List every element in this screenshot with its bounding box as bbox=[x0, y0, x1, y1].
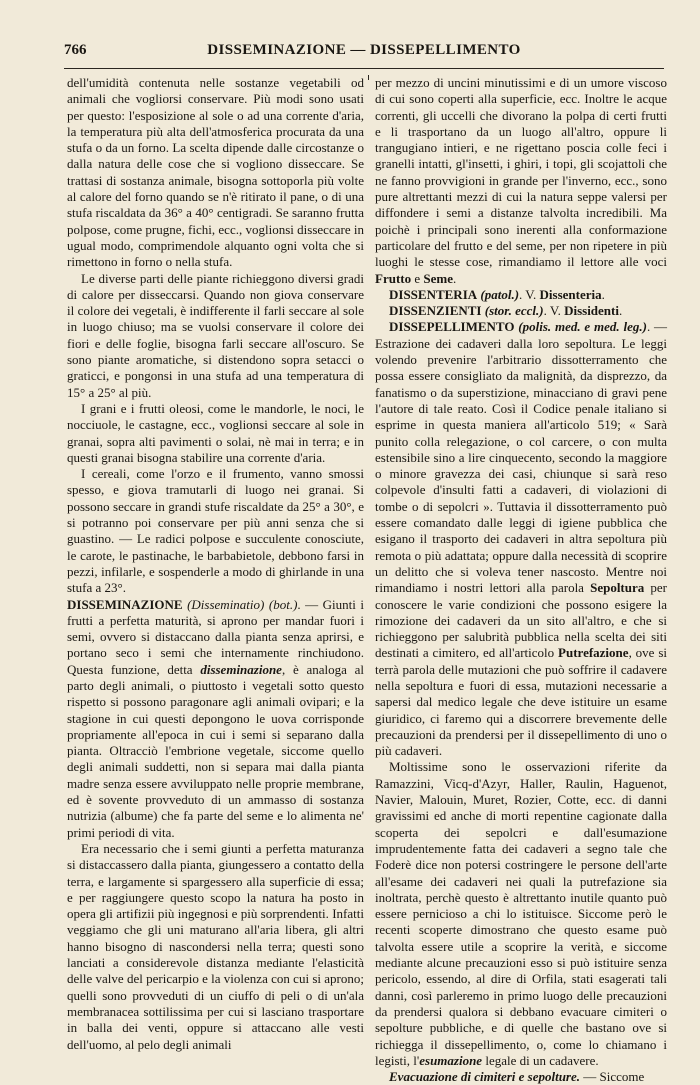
subsection-text: — Siccome bbox=[580, 1069, 645, 1085]
entry-latin-name: (Disseminatio) bbox=[187, 596, 265, 612]
cross-reference: Sepoltura bbox=[590, 580, 645, 596]
entry-field-tag: (stor. eccl.) bbox=[484, 303, 544, 319]
see-text: . V. bbox=[519, 286, 540, 302]
see-text: . V. bbox=[543, 303, 565, 319]
cross-reference: Dissenteria bbox=[539, 286, 602, 302]
entry-text-continued: , è analoga al parto degli animali, o piuttosto i vegetali sotto questo rispetto si possono paragonare agli animali ovipari; e la stagione in cui questi depongono le uova corrisponde propriamente all'epoca in cui i semi si separano dalla pianta. Oltracciò l'embrione vegetale, siccome quello degli animali suddetti, non si separa mai dalla pianta madre senza essere avviluppato nelle proprie membrane, ed è sovente provveduto di un ammasso di sostanza nutrizia (albume) che fa parte del seme e lo alimenta ne' primi periodi di vita. bbox=[67, 661, 365, 840]
paragraph-drying-methods: dell'umidità contenuta nelle sostanze vegetabili od animali che vogliorsi conservare. Più modi sono usati per questo: l'esposizione al sole o ad una corrente d'aria, la temperatura più alta dell'atmosferica procurata da una stufa o da un forno. La scelta dipende dalle circostanze o dalla natura delle cose che si vogliono disseccare. Se trattasi di sostanza animale, bisogna sottoporla più volte al calore del forno quando se n'è ritirato il pane, o di una stufa riscaldata da 36° a 40° centigradi. Se saranno frutta polpose, come prugne, fichi, ecc., voglionsi disseccare in ugual modo, comprimendole alquanto ogni volta che si rimettono in forno o nella stufa. bbox=[67, 75, 364, 270]
cross-reference: Dissidenti bbox=[564, 303, 619, 319]
entry-text-final: , ove si terrà parola delle mutazioni che può soffrire il cadavere nella sepoltura e fuori di essa, mutazioni necessarie a sapersi dal medico legale che deve istituire un esame giuridico, ci faremo qui a discorrere brevemente delle precauzioni da prendersi per il dissepellimento di uno o più cadaveri. bbox=[375, 645, 667, 759]
paragraph-cereals: I cereali, come l'orzo e il frumento, vanno smossi spesso, e giova tramutarli di luogo nei granai. Si possono seccare in grandi stufe riscaldate da 25° a 30°, e si potranno poi conservare per più anni senza che si guastino. — Le radici polpose e succulente conosciute, le carote, le pastinache, le barbabietole, debbono farsi in pezzi, infilarle, e sospenderle a modo di ghirlande in una stufa a 23°. bbox=[67, 466, 364, 596]
entry-headword: DISSEPELLIMENTO bbox=[389, 319, 515, 335]
entry-text: . — Giunti i frutti a perfetta maturità, si aprono per mandar fuori i semi, ovvero si distaccano dalla pianta senza aprirsi, e portano seco i semi che internamente rinchiudono. Questa funzione, detta bbox=[67, 596, 364, 677]
subsection-evacuazione bbox=[375, 1069, 667, 1085]
entry-dissepellimento bbox=[375, 319, 667, 759]
paragraph-text: Moltissime sono le osservazioni riferite da Ramazzini, Vicq-d'Azyr, Haller, Raulin, Haguenot, Navier, Malouin, Muret, Rozier, Cotte, ecc. di danni gravissimi ed anche di morti repentine cagionate dalla scoperta dei sepolcri e dall'esumazione imprudentemente fatta dei cadaveri a segno tale che Foderè dice non potersi costringere le persone dell'arte all'esame dei cadaveri nei quali la putrefazione sia inoltrata, perchè questo è altrettanto inutile quanto può essere pernicioso a chi lo istituisce. Siccome però le recenti scoperte dimostrano che questo esame può talvolta essere utile a scoprire la verità, e siccome mediante alcune precauzioni esso si può istituire senza pericolo, essendo, al dire di Orfila, stati esagerati tali danni, così parleremo in primo luogo delle precauzioni da prendersi qualora si debbano evacuare cimiteri o sepolture pubbliche, e di quelle che bastano ove si richiegga il dissepellimento, o, come lo chiamano i legisti, l' bbox=[375, 759, 667, 1068]
header-rule bbox=[64, 68, 664, 69]
paragraph-dispersal-continued bbox=[375, 75, 667, 287]
subsection-title: Evacuazione di cimiteri e sepolture. bbox=[389, 1069, 581, 1085]
entry-text: . — Estrazione dei cadaveri dalla loro sepoltura. Le leggi volendo prevenire l'arbitrario dissotterramento che possa essere consigliato da malignità, da disprezzo, da fanatismo o da superstizione, minacciano di gravi pene l'autore di tale reato. Così il Codice penale italiano si esprime in questa maniera all'articolo 519; « Sarà punito colla relegazione, o col carcere, o con multa estensibile sino a lire cinquecento, secondo la maggiore o minore gravezza dei casi, chiunque si sarà reso colpevole d'insulti fatti a cadaveri, di violazioni di tombe o di sepolcri ». Tuttavia il dissotterramento può essere comandato dalle leggi di igiene pubblica che esigano il trasporto dei cadaveri in altra sepoltura più remota o più adattata; oppure dalla necessità di scoprire un delitto che si voleva tener nascosto. Mentre noi rimandiamo i nostri lettori alla parola bbox=[375, 319, 668, 596]
entry-headword: DISSENTERIA bbox=[389, 286, 478, 302]
paragraph-end: legale di un cadavere. bbox=[482, 1052, 599, 1068]
entry-dissenteria bbox=[375, 287, 667, 303]
entry-headword: DISSENZIENTI bbox=[389, 303, 482, 319]
right-column bbox=[375, 75, 668, 1085]
running-head: DISSEMINAZIONE — DISSEPELLIMENTO bbox=[207, 42, 521, 58]
entry-headword: DISSEMINAZIONE bbox=[67, 596, 183, 612]
entry-text-continued: per conoscere le varie condizioni che possono esigere la rimozione dei cadaveri da un sito all'altro, e che si richieggono per salubrità pubblica nella scelta dei siti destinati a cimitero, ed all'articolo bbox=[375, 580, 667, 661]
column-divider-mark bbox=[368, 75, 369, 80]
punctuation: . bbox=[618, 303, 623, 319]
paragraph-plant-parts: Le diverse parti delle piante richieggono diversi gradi di calore per disseccarsi. Quando non giova conservare il colore dei vegetali, è indifferente il farli seccare al sole in luogo chiuso; ma se vuolsi conservare il colore dei fiori e delle foglie, bisogna farli seccare all'oscuro. Se sono piante aromatiche, si distendono sopra setacci o graticci, e pongonsi in una stufa ad una temperatura di 15° a 25° al più. bbox=[67, 270, 364, 400]
cross-reference: Frutto bbox=[375, 270, 412, 286]
conjunction: e bbox=[411, 270, 424, 286]
cross-reference: Seme bbox=[423, 270, 453, 286]
entry-dissenzienti bbox=[375, 303, 667, 319]
page-header bbox=[64, 42, 664, 64]
entry-field-tag: (bot.) bbox=[268, 596, 298, 612]
punctuation: . bbox=[453, 270, 457, 286]
entry-field-tag: (patol.) bbox=[480, 286, 520, 302]
page-number: 766 bbox=[64, 42, 87, 58]
paragraph-seed-dispersal: Era necessario che i semi giunti a perfetta maturanza si distaccassero dalla pianta, giungessero a contatto della terra, e largamente si spargessero alla superficie di essa; e per raggiungere questo scopo la natura ha posto in opera gli artifizii più ingegnosi e più sorprendenti. Infatti veggiamo che gli uni maturano all'aria libera, gli altri hanno bisogno di nascondersi nella terra; questi sono lanciati a considerevole distanza mediante l'elasticità delle valve del pericarpio e la violenza con cui si aprono; quelli sono provveduti di un ciuffo di peli o di un'ala membranacea sottilissima per cui si lasciano trasportare in balla dei venti, oppure si attaccano alle vesti dell'uomo, al pelo degli animali bbox=[67, 840, 364, 1052]
entry-disseminazione bbox=[67, 597, 364, 841]
punctuation: . bbox=[601, 286, 605, 302]
entry-term: disseminazione bbox=[200, 661, 282, 677]
left-column bbox=[67, 75, 365, 1052]
paragraph-oily-seeds: I grani e i frutti oleosi, come le mandorle, le noci, le nocciuole, le castagne, ecc., voglionsi seccare al sole in granai, sopra alti pavimenti o solai, nè mai in terra; e in questi granai bisogna stabilire una corrente d'aria. bbox=[67, 400, 364, 465]
paragraph-text: per mezzo di uncini minutissimi e di un umore viscoso di cui sono coperti alla superficie, ecc. Inoltre le acque correnti, gli uccelli che divorano la polpa di certi frutti e li trasportano da un luogo all'altro, oppure li trangugiano intieri, e ne rigettano poscia colle feci i granelli intatti, gl'insetti, i ghiri, i topi, gli scojattoli che ne fanno provvigioni in grande per l'inverno, ecc., sono pure altrettanti mezzi di cui la natura seppe valersi per diffondere i semi a distanze talvolta incredibili. Ma poichè i principali sono inerenti alla conformazione particolare del frutto e del seme, per non ripetere in più luoghi le stesse cose, rimandiamo il lettore alle voci bbox=[375, 75, 667, 270]
entry-field-tag: (polis. med. e med. leg.) bbox=[518, 319, 647, 335]
term-esumazione: esumazione bbox=[419, 1052, 483, 1068]
paragraph-observations bbox=[375, 759, 667, 1069]
cross-reference: Putrefazione bbox=[558, 645, 629, 661]
